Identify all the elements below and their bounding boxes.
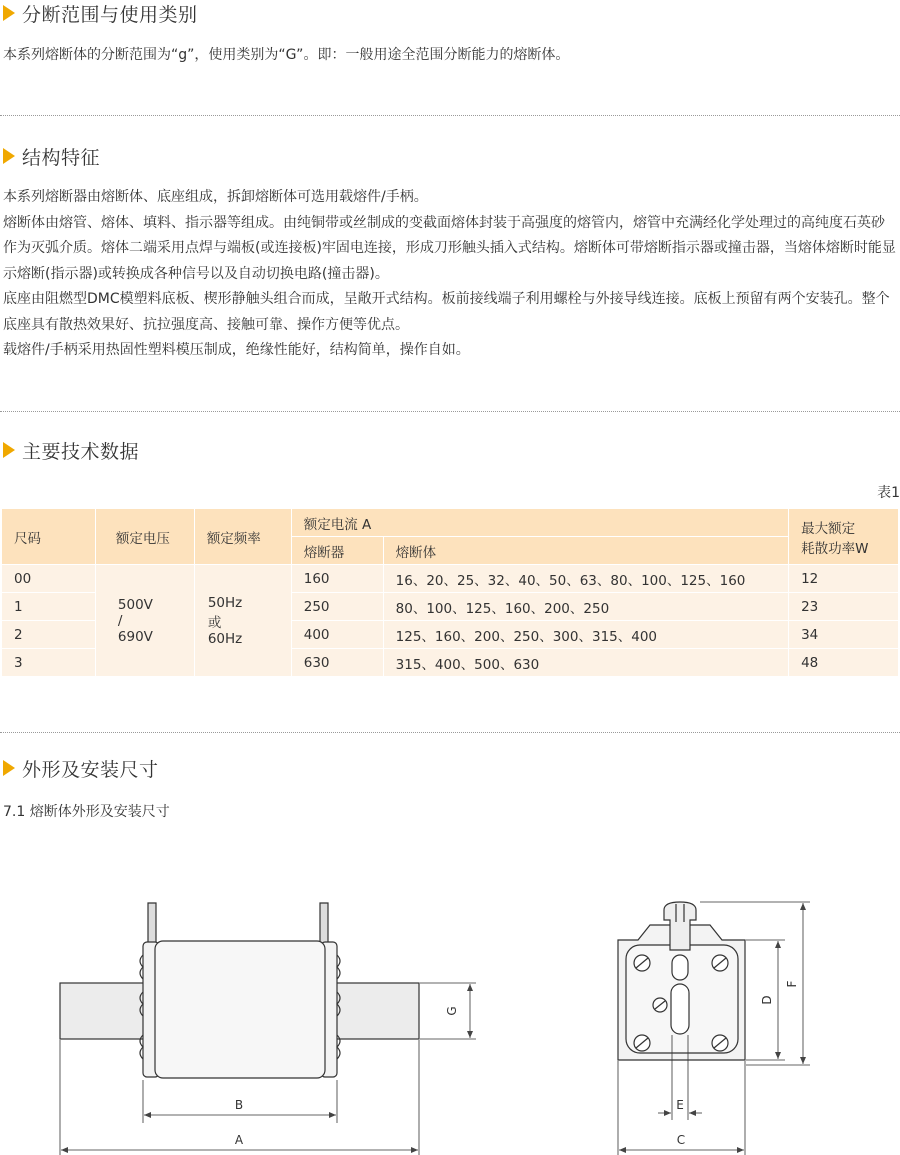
triangle-bullet-icon <box>3 5 15 21</box>
fuse-body <box>155 941 325 1078</box>
label-b: B <box>234 1098 244 1112</box>
header-frequency: 额定频率 <box>194 509 291 565</box>
header-fuse-link: 熔断体 <box>383 537 788 565</box>
cell-links: 315、400、500、630 <box>383 649 788 677</box>
frequency-line: 60Hz <box>207 630 243 647</box>
triangle-bullet-icon <box>3 442 15 458</box>
section-title: 外形及安装尺寸 <box>22 758 159 781</box>
left-blade <box>60 983 156 1039</box>
section-heading-dimensions <box>0 755 159 781</box>
cell-holder: 160 <box>291 565 383 593</box>
cell-size: 3 <box>2 649 96 677</box>
structure-paragraph: 本系列熔断器由熔断体、底座组成，拆卸熔断体可选用载熔件/手柄。 <box>3 189 428 205</box>
header-power-line1: 最大额定 <box>801 520 856 537</box>
section-title: 结构特征 <box>22 146 101 169</box>
structure-text <box>3 185 897 364</box>
header-fuse-holder: 熔断器 <box>291 537 383 565</box>
triangle-bullet-icon <box>3 760 15 776</box>
header-power <box>789 509 899 565</box>
fuse-dimension-drawing <box>0 880 900 1155</box>
fuse-side-view <box>618 902 810 1155</box>
label-c: C <box>676 1133 686 1147</box>
fuse-front-view <box>60 903 476 1155</box>
divider <box>0 411 900 412</box>
header-power-line2: 耗散功率W <box>801 540 869 557</box>
header-size: 尺码 <box>2 509 96 565</box>
cell-size: 00 <box>2 565 96 593</box>
header-current: 额定电流 A <box>291 509 788 537</box>
voltage-line: 500V <box>117 596 153 613</box>
cell-power: 23 <box>789 593 899 621</box>
cell-links: 16、20、25、32、40、50、63、80、100、125、160 <box>383 565 788 593</box>
frequency-line: 50Hz <box>207 594 243 611</box>
triangle-bullet-icon <box>3 148 15 164</box>
voltage-line: 690V <box>117 628 153 645</box>
blade-slot <box>671 984 689 1034</box>
label-d: D <box>760 995 774 1005</box>
right-blade <box>324 983 419 1039</box>
cell-holder: 400 <box>291 621 383 649</box>
section-heading-structure <box>0 143 100 169</box>
cell-power: 48 <box>789 649 899 677</box>
table-label: 表1 <box>877 485 900 501</box>
section-heading-breaking <box>0 0 198 26</box>
cell-size: 1 <box>2 593 96 621</box>
dimensions-subtitle: 7.1 熔断体外形及安装尺寸 <box>3 804 170 820</box>
label-a: A <box>234 1133 244 1147</box>
cell-holder: 630 <box>291 649 383 677</box>
label-f: F <box>785 980 799 988</box>
voltage-line: / <box>117 612 123 629</box>
cell-size: 2 <box>2 621 96 649</box>
section-title: 分断范围与使用类别 <box>22 3 198 26</box>
breaking-text: 本系列熔断体的分断范围为“g”，使用类别为“G”。即：一般用途全范围分断能力的熔断体。 <box>3 47 570 63</box>
structure-paragraph: 底座由阻燃型DMC模塑料底板、楔形静触头组合而成，呈敞开式结构。板前接线端子利用螺栓与外接导线连接。底板上预留有两个安装孔。整个底座具有散热效果好、抗拉强度高、接触可靠、操作方便等优点。 <box>3 291 890 333</box>
cell-power: 34 <box>789 621 899 649</box>
header-voltage: 额定电压 <box>95 509 194 565</box>
table-row <box>2 565 899 593</box>
section-title: 主要技术数据 <box>22 440 140 463</box>
spec-table <box>1 508 899 677</box>
cell-links: 80、100、125、160、200、250 <box>383 593 788 621</box>
divider <box>0 732 900 733</box>
cell-links: 125、160、200、250、300、315、400 <box>383 621 788 649</box>
divider <box>0 115 900 116</box>
structure-paragraph: 载熔件/手柄采用热固性塑料模压制成，绝缘性能好，结构简单，操作自如。 <box>3 342 470 358</box>
structure-paragraph: 熔断体由熔管、熔体、填料、指示器等组成。由纯铜带或丝制成的变截面熔体封装于高强度的熔管内，熔管中充满经化学处理过的高纯度石英砂作为灭弧介质。熔体二端采用点焊与端板(或连接板)牢固电连接，形成刀形触头插入式结构。熔断体可带熔断指示器或撞击器，当熔体熔断时能显示熔断(指示器)或转换成各种信号以及自动切换电路(撞击器)。 <box>3 214 896 282</box>
cell-frequency <box>194 565 291 677</box>
cell-holder: 250 <box>291 593 383 621</box>
label-g: G <box>445 1006 459 1016</box>
frequency-line: 或 <box>207 614 222 631</box>
section-heading-tech <box>0 437 139 463</box>
label-e: E <box>676 1098 684 1112</box>
cell-power: 12 <box>789 565 899 593</box>
cell-voltage <box>95 565 194 677</box>
